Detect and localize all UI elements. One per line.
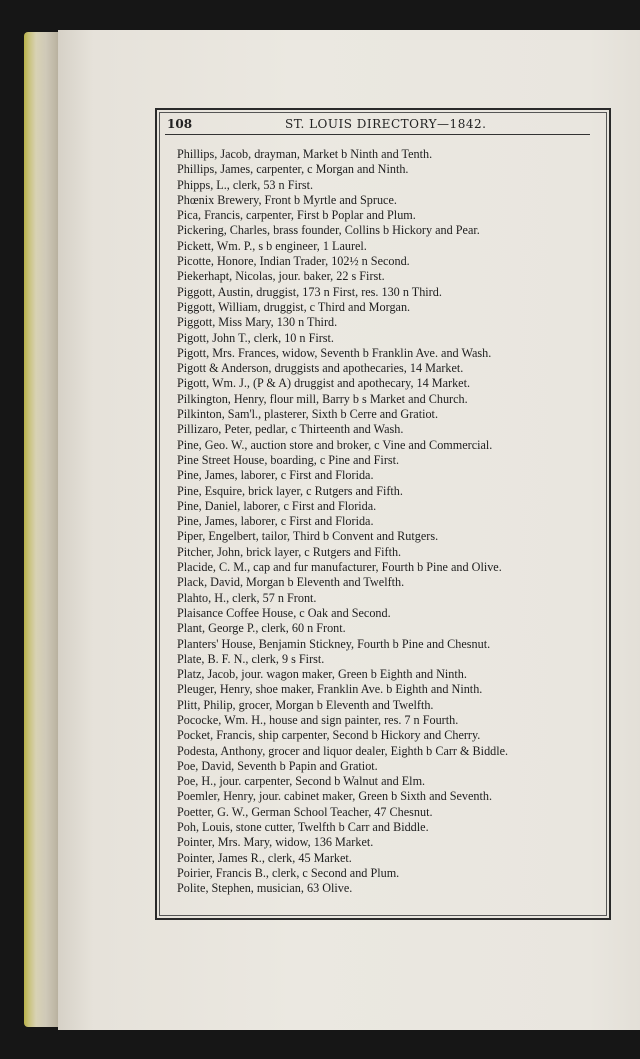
directory-entry: Poh, Louis, stone cutter, Twelfth b Carr and Biddle. [177,820,429,835]
directory-entry: Pica, Francis, carpenter, First b Poplar and Plum. [177,208,416,223]
directory-entry: Phillips, James, carpenter, c Morgan and Ninth. [177,162,409,177]
directory-entry: Pilkington, Henry, flour mill, Barry b s Market and Church. [177,391,468,406]
directory-entry: Phipps, L., clerk, 53 n First. [177,177,314,192]
directory-entry: Polite, Stephen, musician, 63 Olive. [177,881,353,896]
directory-entry: Planters' House, Benjamin Stickney, Fourth b Pine and Chesnut. [177,636,491,651]
directory-entry: Piper, Engelbert, tailor, Third b Convent and Rutgers. [177,529,439,544]
directory-entry: Pleuger, Henry, shoe maker, Franklin Ave. b Eighth and Ninth. [177,682,483,697]
directory-entry: Pickering, Charles, brass founder, Collins b Hickory and Pear. [177,223,480,238]
directory-entry: Pigott & Anderson, druggists and apothecaries, 14 Market. [177,361,464,376]
directory-entry: Podesta, Anthony, grocer and liquor dealer, Eighth b Carr & Biddle. [177,743,509,758]
directory-entry: Phœnix Brewery, Front b Myrtle and Spruce. [177,192,397,207]
directory-entry: Pine, Daniel, laborer, c First and Florida. [177,498,377,513]
page-number: 108 [167,117,193,131]
directory-entry: Poe, H., jour. carpenter, Second b Walnut and Elm. [177,774,426,789]
directory-entry: Pickett, Wm. P., s b engineer, 1 Laurel. [177,238,367,253]
directory-entry: Pillizaro, Peter, pedlar, c Thirteenth and Wash. [177,422,404,437]
page-title: ST. LOUIS DIRECTORY—1842. [285,117,487,131]
directory-entry: Piekerhapt, Nicolas, jour. baker, 22 s First. [177,269,385,284]
directory-entry: Platz, Jacob, jour. wagon maker, Green b Eighth and Ninth. [177,667,467,682]
directory-entry: Pine Street House, boarding, c Pine and First. [177,452,400,467]
directory-entry: Plitt, Philip, grocer, Morgan b Eleventh and Twelfth. [177,697,434,712]
directory-entry: Placide, C. M., cap and fur manufacturer, Fourth b Pine and Olive. [177,560,502,575]
directory-entry: Piggott, William, druggist, c Third and Morgan. [177,299,411,314]
directory-entry: Pointer, James R., clerk, 45 Market. [177,850,352,865]
directory-entry: Poetter, G. W., German School Teacher, 47 Chesnut. [177,804,433,819]
directory-entry: Plate, B. F. N., clerk, 9 s First. [177,651,325,666]
directory-entry: Pine, Esquire, brick layer, c Rutgers and Fifth. [177,483,403,498]
directory-entry: Plaisance Coffee House, c Oak and Second. [177,605,391,620]
directory-entry: Pitcher, John, brick layer, c Rutgers and Fifth. [177,544,402,559]
directory-entry: Pine, Geo. W., auction store and broker, c Vine and Commercial. [177,437,493,452]
directory-entry: Pine, James, laborer, c First and Florida. [177,468,374,483]
page-header [165,116,590,135]
directory-entry: Poemler, Henry, jour. cabinet maker, Green b Sixth and Seventh. [177,789,493,804]
directory-entry: Pocket, Francis, ship carpenter, Second b Hickory and Cherry. [177,728,481,743]
directory-entry: Piggott, Austin, druggist, 173 n First, res. 130 n Third. [177,284,442,299]
directory-entries [177,147,602,897]
directory-entry: Plant, George P., clerk, 60 n Front. [177,621,346,636]
directory-entry: Pigott, Mrs. Frances, widow, Seventh b Franklin Ave. and Wash. [177,345,492,360]
directory-entry: Pilkinton, Sam'l., plasterer, Sixth b Cerre and Gratiot. [177,407,438,422]
directory-entry: Plack, David, Morgan b Eleventh and Twelfth. [177,575,405,590]
directory-entry: Pointer, Mrs. Mary, widow, 136 Market. [177,835,374,850]
directory-entry: Pococke, Wm. H., house and sign painter, res. 7 n Fourth. [177,712,459,727]
directory-entry: Poirier, Francis B., clerk, c Second and Plum. [177,865,400,880]
directory-entry: Pigott, Wm. J., (P & A) druggist and apothecary, 14 Market. [177,376,471,391]
directory-entry: Plahto, H., clerk, 57 n Front. [177,590,317,605]
directory-entry: Pigott, John T., clerk, 10 n First. [177,330,334,345]
directory-entry: Piggott, Miss Mary, 130 n Third. [177,315,338,330]
directory-entry: Poe, David, Seventh b Papin and Gratiot. [177,758,378,773]
directory-entry: Pine, James, laborer, c First and Florida. [177,514,374,529]
directory-entry: Phillips, Jacob, drayman, Market b Ninth and Tenth. [177,147,433,161]
directory-entry: Picotte, Honore, Indian Trader, 102½ n Second. [177,254,410,269]
